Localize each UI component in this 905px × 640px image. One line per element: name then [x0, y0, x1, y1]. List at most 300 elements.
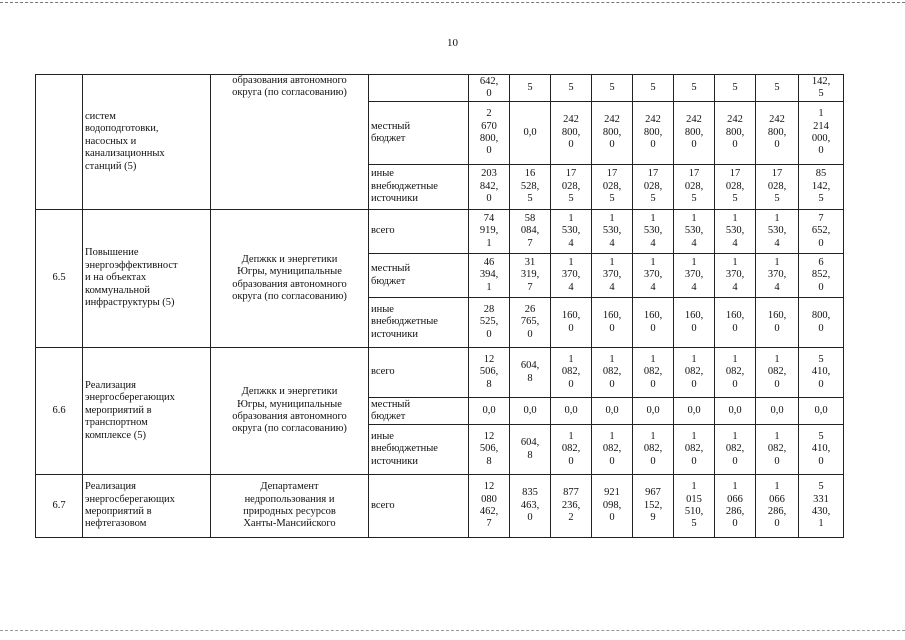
amount-cell	[469, 298, 510, 348]
amount-line: 921	[604, 487, 620, 499]
item-name	[83, 475, 211, 538]
amount-line: 8	[527, 449, 533, 461]
page-number: 10	[447, 37, 458, 49]
amount-line: 58	[524, 212, 536, 224]
amount-line: 028,	[561, 180, 581, 192]
item-name-line: коммунальной	[85, 284, 151, 296]
amount-line: 0	[650, 139, 656, 151]
amount-line: 2	[486, 108, 492, 120]
amount-line: 0	[691, 455, 697, 467]
amount-line: 0	[609, 139, 615, 151]
amount-line: 0	[732, 378, 738, 390]
amount-cell	[799, 298, 844, 348]
amount-line: 5	[818, 353, 824, 365]
responsible-line: образования автономного	[232, 75, 347, 86]
amount-line: 080	[481, 493, 497, 505]
amount-cell	[715, 398, 756, 425]
item-number	[36, 75, 83, 210]
amount-line: 1	[818, 518, 824, 530]
item-name-line: Реализация	[85, 481, 136, 493]
amount-line: 430,	[811, 506, 831, 517]
amount-line: 410,	[811, 366, 831, 378]
amount-cell	[551, 348, 592, 398]
amount-line: 0	[818, 145, 824, 157]
amount-line: 5	[818, 430, 824, 442]
amount-line: 0	[486, 193, 492, 205]
amount-line: 877	[563, 487, 579, 499]
responsible-line: образования автономного	[232, 278, 347, 290]
amount-cell	[756, 425, 799, 475]
amount-line: 5	[568, 193, 574, 205]
amount-line: 5	[568, 81, 574, 93]
funding-source	[369, 102, 469, 165]
amount-line: 1	[650, 353, 656, 365]
amount-line: 530,	[602, 225, 622, 237]
amount-line: 082,	[767, 443, 787, 455]
amount-line: 1	[609, 256, 615, 268]
amount-line: 028,	[725, 180, 745, 192]
amount-cell	[674, 425, 715, 475]
amount-line: 160,	[561, 310, 581, 322]
table-row	[36, 75, 844, 102]
amount-cell	[674, 348, 715, 398]
amount-line: 370,	[684, 269, 704, 281]
amount-line: 525,	[479, 316, 499, 328]
amount-line: 4	[732, 237, 738, 249]
amount-cell	[510, 348, 551, 398]
amount-cell	[715, 254, 756, 298]
amount-line: 0	[818, 455, 824, 467]
amount-line: 0	[650, 455, 656, 467]
amount-line: 8	[486, 455, 492, 467]
amount-line: 0,0	[687, 404, 701, 416]
amount-line: 370,	[767, 269, 787, 281]
amount-cell	[633, 210, 674, 254]
amount-line: 082,	[561, 366, 581, 378]
amount-line: 800,	[602, 126, 622, 138]
amount-line: 5	[818, 481, 824, 493]
funding-source-line: бюджет	[371, 275, 406, 287]
amount-line: 800,	[811, 310, 831, 322]
amount-line: 370,	[561, 269, 581, 281]
amount-cell	[510, 298, 551, 348]
amount-line: 1	[774, 430, 780, 442]
amount-line: 0	[486, 88, 492, 99]
amount-cell	[592, 75, 633, 102]
amount-cell	[674, 475, 715, 538]
amount-line: 0	[650, 378, 656, 390]
responsible-line: Югры, муниципальные	[237, 266, 342, 278]
amount-line: 0	[691, 139, 697, 151]
amount-cell	[469, 398, 510, 425]
amount-line: 9	[650, 512, 656, 524]
amount-cell	[469, 425, 510, 475]
amount-cell	[469, 254, 510, 298]
amount-cell	[756, 298, 799, 348]
amount-cell	[756, 165, 799, 210]
amount-line: 530,	[767, 225, 787, 237]
amount-line: 5	[527, 81, 533, 93]
amount-line: 370,	[602, 269, 622, 281]
amount-cell	[510, 210, 551, 254]
amount-line: 4	[691, 281, 697, 293]
amount-line: 242	[563, 114, 579, 126]
amount-line: 842,	[479, 180, 499, 192]
amount-cell	[799, 75, 844, 102]
funding-source-line: источники	[371, 455, 418, 467]
amount-line: 0	[818, 237, 824, 249]
amount-line: 028,	[602, 180, 622, 192]
amount-line: 0	[732, 139, 738, 151]
amount-line: 242	[727, 114, 743, 126]
amount-line: 0	[609, 512, 615, 524]
amount-line: 17	[647, 168, 659, 180]
amount-line: 214	[813, 120, 829, 132]
amount-line: 0	[527, 328, 533, 340]
amount-line: 604,	[520, 360, 540, 372]
amount-line: 5	[732, 193, 738, 205]
amount-line: 967	[645, 487, 661, 499]
amount-line: 066	[769, 493, 785, 505]
amount-cell	[799, 425, 844, 475]
amount-line: 082,	[684, 366, 704, 378]
amount-line: 5	[691, 518, 697, 530]
amount-cell	[551, 75, 592, 102]
funding-source-line: источники	[371, 193, 418, 205]
funding-source-line: местный	[371, 398, 411, 410]
amount-line: 17	[729, 168, 741, 180]
amount-line: 1	[650, 212, 656, 224]
amount-line: 082,	[725, 366, 745, 378]
amount-line: 0	[609, 322, 615, 334]
amount-line: 5	[732, 81, 738, 93]
amount-line: 530,	[561, 225, 581, 237]
amount-line: 152,	[643, 499, 663, 511]
amount-line: 17	[606, 168, 618, 180]
item-name-line: транспортном	[85, 417, 148, 429]
amount-cell	[551, 298, 592, 348]
amount-cell	[592, 298, 633, 348]
amount-cell	[715, 102, 756, 165]
amount-line: 370,	[643, 269, 663, 281]
item-name-line: канализационных	[85, 148, 165, 160]
amount-cell	[715, 75, 756, 102]
responsible-line: Депжкк и энергетики	[241, 386, 338, 398]
item-name-line: Реализация	[85, 379, 136, 391]
amount-line: 1	[691, 430, 697, 442]
amount-line: 082,	[602, 366, 622, 378]
amount-cell	[799, 102, 844, 165]
amount-line: 5	[774, 81, 780, 93]
funding-source-line: источники	[371, 328, 418, 340]
amount-line: 286,	[725, 506, 745, 517]
amount-line: 0	[568, 378, 574, 390]
amount-line: 5	[818, 193, 824, 205]
amount-cell	[551, 475, 592, 538]
amount-cell	[469, 102, 510, 165]
amount-line: 5	[650, 193, 656, 205]
amount-line: 066	[727, 493, 743, 505]
amount-cell	[633, 425, 674, 475]
amount-line: 5	[527, 193, 533, 205]
amount-line: 4	[650, 281, 656, 293]
amount-line: 4	[774, 237, 780, 249]
amount-cell	[510, 102, 551, 165]
funding-source	[369, 475, 469, 538]
amount-cell	[510, 75, 551, 102]
amount-cell	[633, 165, 674, 210]
amount-line: 12	[483, 430, 495, 442]
amount-line: 0	[486, 145, 492, 157]
amount-line: 85	[815, 168, 827, 180]
funding-source-line: бюджет	[371, 133, 406, 144]
item-name-line: мероприятий в	[85, 404, 152, 416]
amount-line: 1	[486, 237, 492, 249]
amount-line: 31	[524, 256, 536, 268]
amount-line: 0	[774, 518, 780, 530]
funding-source-line: всего	[371, 366, 395, 378]
funding-source-line: иные	[371, 168, 394, 180]
amount-cell	[799, 210, 844, 254]
amount-line: 1	[732, 353, 738, 365]
amount-line: 0	[774, 139, 780, 151]
amount-cell	[633, 398, 674, 425]
amount-line: 082,	[725, 443, 745, 455]
amount-cell	[715, 425, 756, 475]
amount-line: 084,	[520, 225, 540, 237]
amount-line: 919,	[479, 225, 499, 237]
amount-line: 1	[691, 353, 697, 365]
amount-line: 0,0	[770, 404, 784, 416]
funding-source	[369, 165, 469, 210]
amount-line: 1	[818, 108, 824, 120]
responsible-line: Югры, муниципальные	[237, 398, 342, 410]
funding-source	[369, 398, 469, 425]
amount-line: 7	[486, 518, 492, 530]
amount-line: 1	[732, 430, 738, 442]
amount-line: 0	[568, 139, 574, 151]
amount-cell	[592, 398, 633, 425]
amount-line: 082,	[561, 443, 581, 455]
amount-line: 800,	[643, 126, 663, 138]
amount-line: 0	[818, 322, 824, 334]
amount-line: 142,	[811, 180, 831, 192]
item-name-line: энергосберегающих	[85, 392, 175, 404]
funding-source-line: иные	[371, 430, 394, 442]
amount-cell	[799, 165, 844, 210]
item-name	[83, 75, 211, 210]
amount-cell	[592, 254, 633, 298]
amount-line: 394,	[479, 269, 499, 281]
amount-line: 4	[609, 237, 615, 249]
amount-cell	[715, 348, 756, 398]
amount-line: 0	[486, 328, 492, 340]
amount-line: 082,	[602, 443, 622, 455]
responsible-party	[211, 348, 369, 475]
item-name-line: систем	[85, 110, 116, 122]
funding-source	[369, 210, 469, 254]
amount-line: 1	[650, 430, 656, 442]
page-edge-bottom	[0, 630, 905, 631]
amount-line: 0,0	[814, 404, 828, 416]
amount-line: 5	[774, 193, 780, 205]
amount-line: 0,0	[523, 126, 537, 138]
amount-line: 1	[568, 212, 574, 224]
amount-line: 0	[568, 455, 574, 467]
amount-cell	[674, 298, 715, 348]
amount-line: 0	[691, 378, 697, 390]
item-name-line: энергоэффективност	[85, 259, 178, 271]
amount-cell	[633, 102, 674, 165]
responsible-party	[211, 475, 369, 538]
amount-cell	[592, 102, 633, 165]
item-name-line: инфраструктуры (5)	[85, 297, 175, 309]
amount-line: 17	[771, 168, 783, 180]
amount-line: 082,	[643, 443, 663, 455]
item-name	[83, 210, 211, 348]
amount-cell	[674, 102, 715, 165]
amount-line: 1	[691, 256, 697, 268]
funding-source-line: бюджет	[371, 411, 406, 422]
amount-line: 0	[818, 281, 824, 293]
amount-cell	[674, 75, 715, 102]
amount-cell	[469, 75, 510, 102]
amount-cell	[633, 298, 674, 348]
amount-line: 0	[774, 322, 780, 334]
amount-line: 082,	[643, 366, 663, 378]
funding-source	[369, 348, 469, 398]
amount-line: 0	[650, 322, 656, 334]
amount-cell	[633, 475, 674, 538]
funding-source	[369, 75, 469, 102]
amount-line: 331	[813, 493, 829, 505]
amount-line: 17	[565, 168, 577, 180]
item-name-line: и на объектах	[85, 272, 147, 284]
amount-line: 463,	[520, 499, 540, 511]
amount-cell	[469, 475, 510, 538]
amount-line: 506,	[479, 366, 499, 378]
amount-line: 506,	[479, 443, 499, 455]
amount-line: 4	[650, 237, 656, 249]
funding-source-line: иные	[371, 303, 394, 315]
amount-line: 8	[486, 378, 492, 390]
amount-line: 410,	[811, 443, 831, 455]
amount-cell	[510, 398, 551, 425]
amount-line: 4	[568, 237, 574, 249]
amount-line: 1	[609, 353, 615, 365]
amount-cell	[592, 348, 633, 398]
amount-line: 242	[686, 114, 702, 126]
amount-line: 800,	[767, 126, 787, 138]
amount-line: 765,	[520, 316, 540, 328]
amount-line: 6	[818, 256, 824, 268]
amount-cell	[799, 475, 844, 538]
funding-source-line: местный	[371, 120, 411, 132]
amount-line: 1	[486, 281, 492, 293]
amount-cell	[756, 75, 799, 102]
amount-line: 2	[568, 512, 574, 524]
amount-line: 604,	[520, 437, 540, 449]
amount-line: 1	[774, 212, 780, 224]
amount-line: 0,0	[482, 404, 496, 416]
amount-line: 015	[686, 493, 702, 505]
amount-line: 1	[609, 430, 615, 442]
item-number: 6.7	[36, 475, 83, 538]
responsible-line: округа (по согласованию)	[232, 423, 347, 435]
amount-line: 242	[645, 114, 661, 126]
amount-line: 0,0	[523, 404, 537, 416]
amount-line: 242	[604, 114, 620, 126]
amount-line: 4	[774, 281, 780, 293]
amount-line: 16	[524, 168, 536, 180]
amount-line: 4	[568, 281, 574, 293]
amount-cell	[469, 348, 510, 398]
amount-cell	[551, 210, 592, 254]
item-name-line: мероприятий в	[85, 506, 152, 517]
item-name-line: энергосберегающих	[85, 493, 175, 505]
item-name-line: Повышение	[85, 247, 139, 259]
amount-line: 160,	[602, 310, 622, 322]
amount-line: 652,	[811, 225, 831, 237]
funding-source-line: внебюджетные	[371, 316, 438, 328]
amount-cell	[799, 254, 844, 298]
amount-cell	[592, 475, 633, 538]
amount-line: 028,	[684, 180, 704, 192]
amount-line: 7	[818, 212, 824, 224]
amount-cell	[551, 398, 592, 425]
amount-cell	[756, 475, 799, 538]
responsible-line: Департамент	[260, 481, 319, 493]
amount-line: 1	[732, 256, 738, 268]
amount-line: 852,	[811, 269, 831, 281]
funding-source-line: местный	[371, 263, 411, 275]
amount-line: 1	[650, 256, 656, 268]
amount-line: 1	[691, 212, 697, 224]
responsible-line: Депжкк и энергетики	[241, 253, 338, 265]
amount-line: 5	[609, 193, 615, 205]
amount-cell	[510, 254, 551, 298]
amount-cell	[592, 210, 633, 254]
amount-line: 0	[774, 378, 780, 390]
item-name-line: комплексе (5)	[85, 429, 146, 441]
item-name	[83, 348, 211, 475]
amount-line: 12	[483, 481, 495, 493]
amount-cell	[674, 398, 715, 425]
amount-line: 46	[483, 256, 495, 268]
amount-line: 286,	[767, 506, 787, 517]
amount-line: 319,	[520, 269, 540, 281]
amount-cell	[756, 254, 799, 298]
amount-line: 142,	[811, 75, 831, 87]
amount-line: 670	[481, 120, 497, 132]
amount-cell	[756, 102, 799, 165]
amount-line: 242	[769, 114, 785, 126]
amount-line: 028,	[767, 180, 787, 192]
amount-cell	[674, 210, 715, 254]
amount-cell	[510, 425, 551, 475]
amount-line: 370,	[725, 269, 745, 281]
amount-line: 800,	[479, 133, 499, 144]
item-name-line: насосных и	[85, 135, 137, 147]
amount-line: 082,	[767, 366, 787, 378]
amount-cell	[715, 165, 756, 210]
amount-line: 530,	[684, 225, 704, 237]
amount-line: 4	[609, 281, 615, 293]
amount-line: 5	[609, 81, 615, 93]
amount-line: 0,0	[646, 404, 660, 416]
amount-line: 1	[568, 430, 574, 442]
amount-cell	[633, 254, 674, 298]
